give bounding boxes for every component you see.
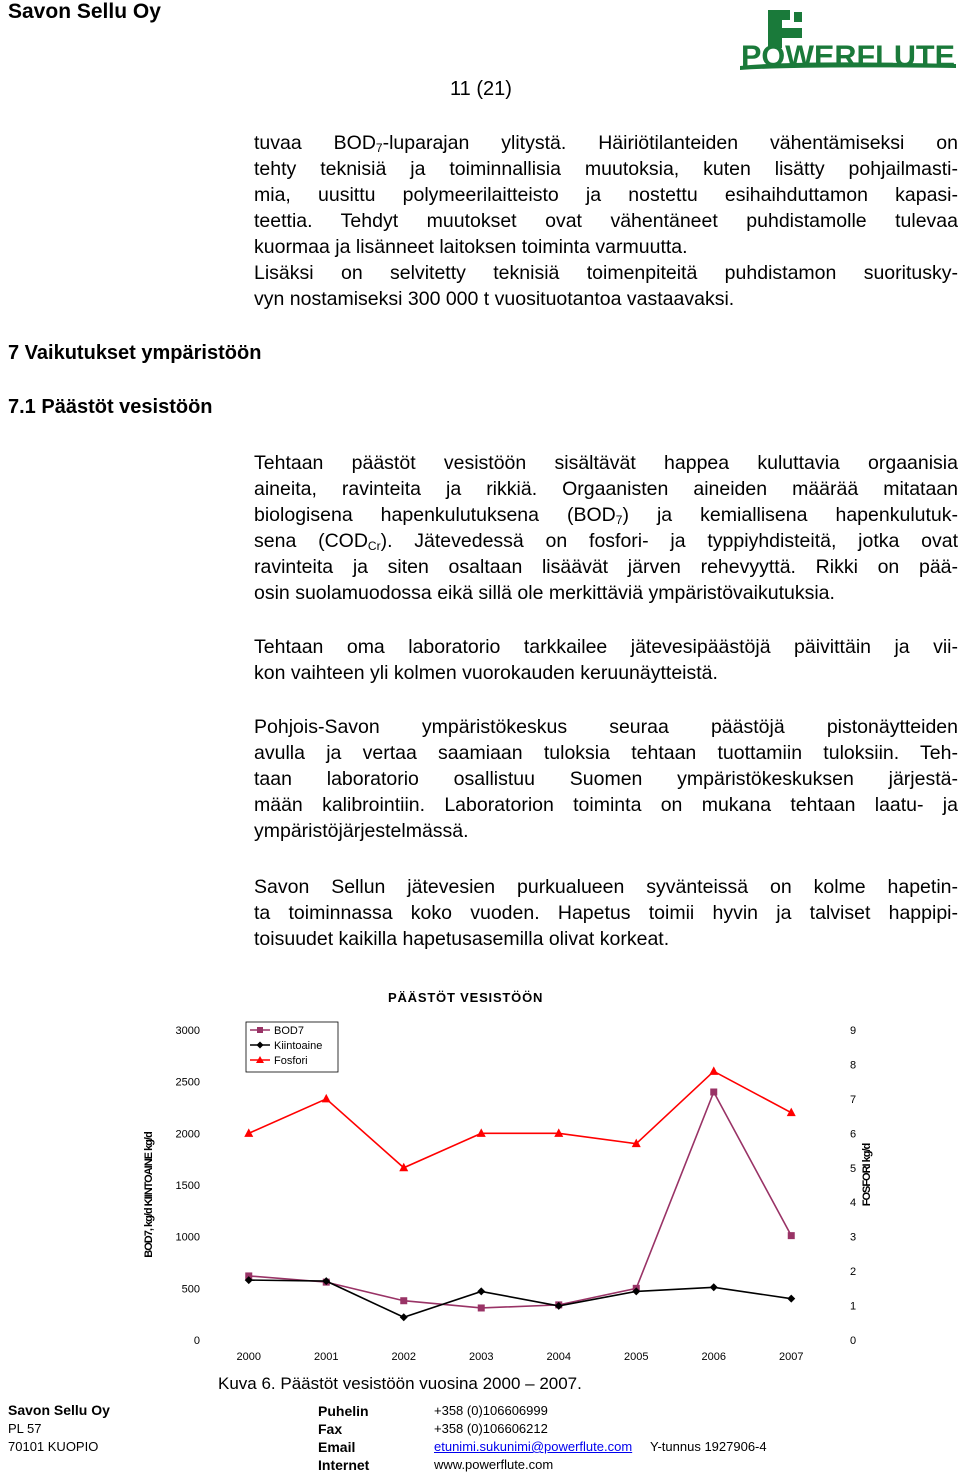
text-line: biologisena hapenkulutuksena (BOD [254,504,616,526]
y-left-tick-label: 500 [181,1283,200,1296]
y-right-tick-label: 5 [850,1162,857,1175]
x-tick-label: 2005 [624,1351,649,1363]
figure-caption: Kuva 6. Päästöt vesistöön vuosina 2000 – 2007. [218,1374,582,1393]
page-number: 11 (21) [450,78,512,100]
y-right-tick-label: 0 [850,1335,857,1347]
text-line: tuvaa BOD [254,132,376,154]
subscript: 7 [615,513,623,527]
text-line: tehty teknisiä ja toiminnallisia muutoksia, kuten lisätty pohjailmasti- [254,158,958,180]
y-right-tick-label: 3 [850,1231,857,1244]
paragraph-laboratory [254,634,958,686]
data-point-kiintoaine [710,1283,718,1291]
footer-company: Savon Sellu Oy [8,1402,110,1418]
data-point-fosfori [322,1094,331,1103]
subscript: Cr [367,539,381,553]
text-line: ta toiminnassa koko vuoden. Hapetus toimii hyvin ja talviset happipi- [254,902,958,924]
footer-email-label: Email [318,1439,356,1455]
y-right-tick-label: 2 [850,1266,857,1279]
text-line: Pohjois-Savon ympäristökeskus seuraa päästöjä pistonäytteiden [254,716,958,738]
powerflute-logo-mark [738,4,958,76]
text-line: mia, uusittu polymeerilaitteisto ja nostettu esihaihduttamon kapasi- [254,184,958,206]
y-left-tick-label: 2500 [175,1076,200,1089]
paragraph-oxygenation [254,874,958,952]
text-line: kon vaihteen yli kolmen vuorokauden keruunäytteistä. [254,662,718,684]
y-left-tick-label: 1500 [175,1180,200,1192]
y-left-tick-label: 2000 [175,1128,200,1141]
text-line: kuormaa ja lisänneet laitoksen toiminta varmuutta. [254,236,688,258]
footer-business-id: Y-tunnus 1927906-4 [650,1439,767,1454]
y-left-tick-label: 0 [193,1335,200,1347]
footer-phone-label: Puhelin [318,1403,369,1419]
footer-fax: +358 (0)106606212 [434,1421,548,1436]
data-point-bod7 [400,1297,407,1304]
data-point-fosfori [709,1066,718,1075]
text-line: ). Jätevedessä on fosfori- ja typpiyhdisteitä, jotka ovat [380,530,958,552]
data-point-kiintoaine [787,1295,795,1303]
y-right-tick-label: 4 [850,1197,857,1210]
text-line: Savon Sellun jätevesien purkualueen syvänteissä on kolme hapetin- [254,876,958,898]
text-line: toisuudet kaikilla hapetusasemilla olivat korkeat. [254,928,670,950]
subsection-heading: 7.1 Päästöt vesistöön [8,396,213,418]
series-line-bod7 [249,1092,792,1308]
text-line: -luparajan ylitystä. Häiriötilanteiden vähentämiseksi on [382,132,958,154]
footer-postal: 70101 KUOPIO [8,1439,99,1454]
data-point-fosfori [787,1108,796,1117]
y-right-tick-label: 7 [850,1093,857,1106]
series-line-kiintoaine [249,1280,792,1317]
text-line: Tehtaan päästöt vesistöön sisältävät happea kuluttavia orgaanisia [254,452,958,474]
legend-label-fosfori: Fosfori [274,1055,308,1067]
chart-title: PÄÄSTÖT VESISTÖÖN [388,990,544,1005]
y-right-tick-label: 6 [850,1128,857,1141]
footer-website[interactable]: www.powerflute.com [434,1457,554,1472]
company-name: Savon Sellu Oy [8,0,161,23]
text-line: taan laboratorio osallistuu Suomen ympäristökeskuksen järjestä- [254,768,958,790]
text-line: ) ja kemiallisena hapenkulutuk- [622,504,958,526]
data-point-bod7 [788,1232,795,1239]
text-line: teettia. Tehdyt muutokset ovat vähentäneet puhdistamolle tulevaa [254,210,958,232]
data-point-bod7 [710,1089,717,1096]
y-right-tick-label: 1 [850,1300,857,1313]
footer-fax-label: Fax [318,1421,343,1437]
text-line: ympäristöjärjestelmässä. [254,820,469,842]
x-tick-label: 2002 [391,1351,416,1363]
subscript: 7 [375,141,383,155]
emissions-chart [130,1010,890,1370]
text-line: osin suolamuodossa eikä sillä ole merkittäviä ympäristövaikutuksia. [254,582,835,604]
footer-po-box: PL 57 [8,1421,42,1436]
data-point-bod7 [478,1304,485,1311]
text-line: Tehtaan oma laboratorio tarkkailee jätevesipäästöjä päivittäin ja vii- [254,636,958,658]
x-tick-label: 2000 [236,1351,261,1363]
text-line: Lisäksi on selvitetty teknisiä toimenpiteitä puhdistamon suoritusky- [254,262,958,284]
powerflute-logo [738,4,958,76]
text-line: ravinteita ja siten osaltaan lisäävät järven rehevyyttä. Rikki on pää- [254,556,958,578]
x-tick-label: 2001 [314,1351,339,1363]
y-right-tick-label: 9 [850,1025,857,1037]
series-line-fosfori [249,1071,792,1167]
y-left-tick-label: 1000 [175,1231,200,1244]
x-tick-label: 2006 [701,1351,726,1363]
legend-label-bod7: BOD7 [274,1025,304,1037]
y-left-tick-label: 3000 [175,1025,200,1037]
y-right-tick-label: 8 [850,1059,857,1072]
legend-label-kiintoaine: Kiintoaine [274,1040,323,1052]
data-point-kiintoaine [400,1313,408,1321]
text-line: aineita, ravinteita ja rikkiä. Orgaanisten aineiden määrää mitataan [254,478,958,500]
footer-internet-label: Internet [318,1457,370,1473]
footer-phone: +358 (0)106606999 [434,1403,548,1418]
logo-text: POWERFLUTE [741,40,955,73]
section-heading: 7 Vaikutukset ympäristöön [8,342,262,364]
text-line: avulla ja vertaa saamiaan tuloksia tehtaan tuottamiin tuloksiin. Teh- [254,742,958,764]
legend-marker-bod7 [257,1027,263,1033]
footer-email-link[interactable]: etunimi.sukunimi@powerflute.com [434,1439,633,1454]
text-line: sena (COD [254,530,368,552]
x-tick-label: 2007 [779,1351,804,1363]
paragraph-monitoring [254,714,958,844]
data-point-kiintoaine [477,1287,485,1295]
x-tick-label: 2003 [469,1351,494,1363]
y-left-axis-label: BOD7, kg/d KIINTOAINE kg/d [143,1132,155,1258]
text-line: mään kalibrointiin. Laboratorion toiminta on mukana tehtaan laatu- ja [254,794,958,816]
x-tick-label: 2004 [546,1351,571,1363]
text-line: vyn nostamiseksi 300 000 t vuosituotantoa vastaavaksi. [254,288,735,310]
paragraph-emissions [254,450,958,606]
y-right-axis-label: FOSFORI kg/d [861,1143,873,1207]
paragraph-intro [254,130,958,312]
